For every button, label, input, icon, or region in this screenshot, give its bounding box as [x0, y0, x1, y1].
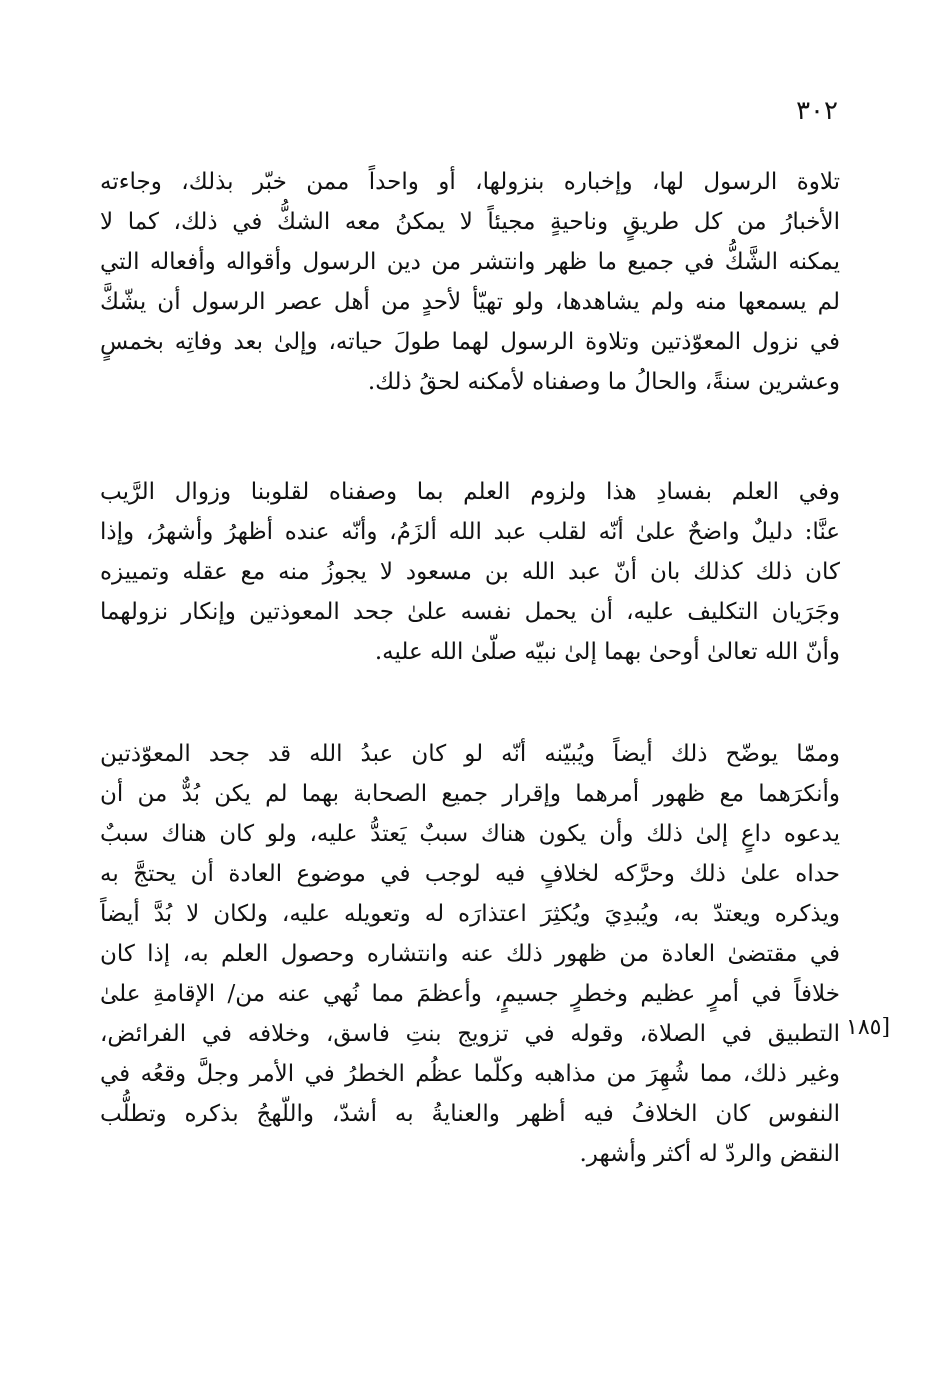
- text-line: كان ذلك كذلك بان أنّ عبد الله بن مسعود لا يجوزُ منه مع عقله وتمييزه: [100, 559, 840, 585]
- text-line: في مقتضىٰ العادة من ظهور ذلك عنه وانتشاره وحصول العلم به، إذا كان: [100, 941, 840, 967]
- text-line: حداه علىٰ ذلك وحرَّكه لخلافٍ فيه لوجب في موضوع العادة أن يحتجَّ به: [100, 861, 840, 887]
- text-line: وعشرين سنةً، والحالُ ما وصفناه لأمكنه لحقُ ذلك.: [367, 369, 840, 395]
- text-line: الأخبارُ من كل طريقٍ وناحيةٍ مجيئاً لا يمكنُ معه الشكُّ في ذلك، كما لا: [100, 209, 840, 235]
- text-line: وأنّ الله تعالىٰ أوحىٰ بهما إلىٰ نبيّه صلّىٰ الله عليه.: [374, 639, 840, 665]
- text-line: وممّا يوضّح ذلك أيضاً ويُبيّنه أنّه لو كان عبدُ الله قد جحد المعوّذتين: [100, 741, 840, 767]
- paragraph-2: [100, 472, 840, 672]
- text-line: وأنكرَهما مع ظهور أمرهما وإقرار جميع الصحابة بهما لم يكن بُدٌّ من أن: [100, 781, 840, 807]
- text-line: النقض والردّ له أكثر وأشهر.: [579, 1141, 840, 1167]
- text-line: ويذكره ويعتدّ به، ويُبدِيَ ويُكثِرَ اعتذارَه له وتعويله عليه، ولكان لا بُدَّ أيضاً: [100, 901, 840, 927]
- text-line: وجَرَيان التكليف عليه، أن يحمل نفسه علىٰ جحد المعوذتين وإنكار نزولهما: [100, 599, 840, 625]
- paragraph-3: [100, 734, 840, 1174]
- text-line: لم يسمعها منه ولم يشاهدها، ولو تهيّأ لأحدٍ من أهل عصر الرسول أن يشّكَّ: [100, 289, 840, 315]
- margin-folio-marker: [١٨٥: [846, 1015, 891, 1040]
- text-line: خلافاً في أمرٍ عظيم وخطرٍ جسيمٍ، وأعظمَ مما نُهي عنه من/ الإقامةِ علىٰ: [100, 981, 840, 1007]
- text-line: وفي العلم بفسادِ هذا ولزوم العلم بما وصفناه لقلوبنا وزوال الرَّيب: [100, 479, 840, 505]
- text-line: النفوس كان الخلافُ فيه أظهر والعنايةُ به أشدّ، واللّهجُ بذكره وتطلُّب: [100, 1101, 840, 1127]
- text-line: وغير ذلك، مما شُهِرَ من مذاهبه وكلّما عظُم الخطرُ في الأمر وجلَّ وقعُه في: [100, 1061, 840, 1087]
- text-line: تلاوة الرسول لها، وإخباره بنزولها، أو واحداً ممن خبّر بذلك، وجاءته: [100, 169, 840, 195]
- page-number: ٣٠٢: [796, 96, 838, 126]
- text-line: عنَّا: دليلٌ واضحٌ علىٰ أنّه لقلب عبد الله ألزَمُ، وأنّه عنده أظهرُ وأشهرُ، وإذا: [100, 519, 840, 545]
- text-line: يدعوه داعٍ إلىٰ ذلك وأن يكون هناك سببٌ يَعتدُّ عليه، ولو كان هناك سببٌ: [100, 821, 840, 847]
- paragraph-1: [100, 162, 840, 402]
- text-line: في نزول المعوّذتين وتلاوة الرسول لهما طولَ حياته، وإلىٰ بعد وفاتِه بخمسٍ: [100, 329, 840, 355]
- text-line: يمكنه الشَّكُّ في جميع ما ظهر وانتشر من دين الرسول وأقواله وأفعاله التي: [100, 249, 840, 275]
- text-line: التطبيق في الصلاة، وقوله في تزويج بنتِ فاسق، وخلافه في الفرائض،: [100, 1021, 840, 1047]
